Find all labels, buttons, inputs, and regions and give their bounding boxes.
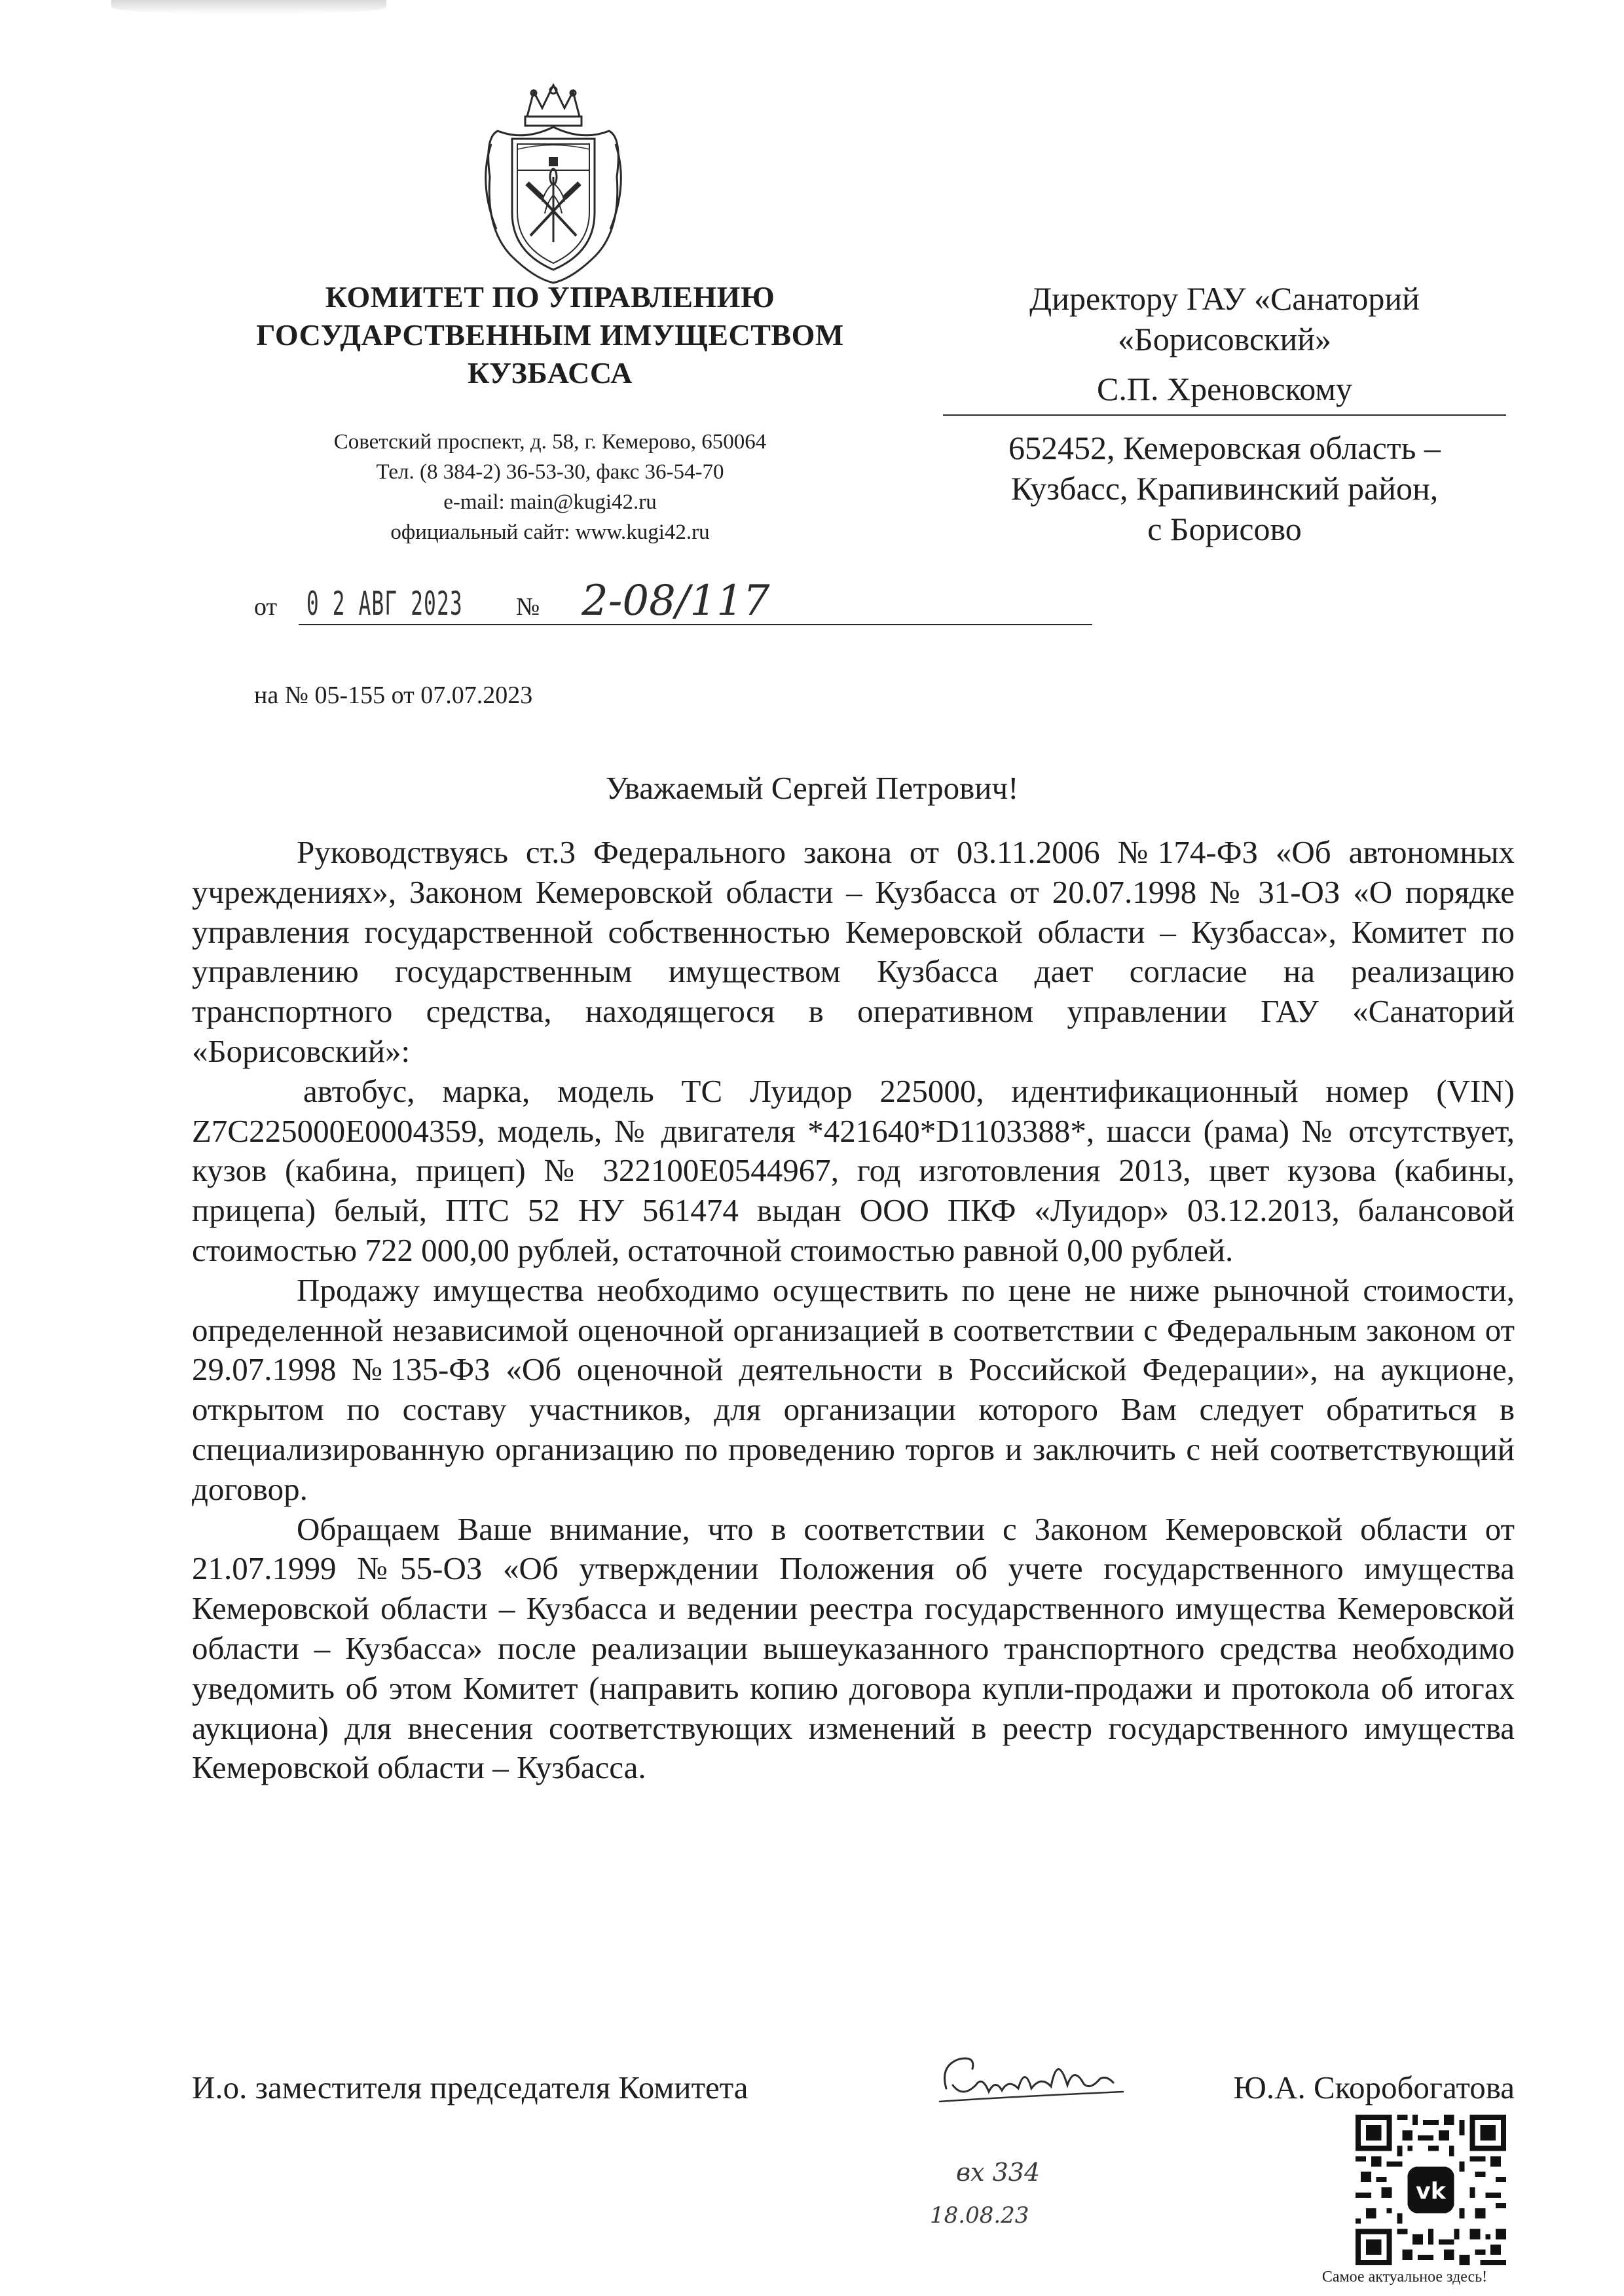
signatory-position: И.о. заместителя председателя Комитета <box>192 2069 748 2105</box>
incoming-date: 18.08.23 <box>930 2202 1029 2229</box>
addressee-divider <box>943 414 1506 416</box>
addressee-line: Директору ГАУ «Санаторий <box>1029 280 1420 317</box>
addressee-address-line: 652452, Кемеровская область – <box>1008 429 1441 466</box>
organization-contacts <box>210 427 891 547</box>
handwritten-signature <box>927 2039 1143 2118</box>
body-paragraph: Руководствуясь ст.3 Федерального закона от 03.11.2006 №174-ФЗ «Об автономных учреждениях», Законом Кемеровской области – Кузбасса от 20.07.1998 № 31-ОЗ «О порядке управления государственной собственностью Кемеровской области – Кузбасса», Комитет по управлению государственным имуществом Кузбасса дает согласие на реализацию транспортного средства, находящегося в оперативном управлении ГАУ «Санаторий «Борисовский»: <box>192 834 1515 1069</box>
organization-name <box>196 278 904 392</box>
signatory-name: Ю.А. Скоробогатова <box>1233 2069 1515 2105</box>
number-underline <box>554 624 1092 625</box>
svg-text:vk: vk <box>1416 2178 1446 2205</box>
org-phone: Тел. (8 384-2) 36-53-30, факс 36-54-70 <box>376 460 724 484</box>
org-name-line: ГОСУДАРСТВЕННЫМ ИМУЩЕСТВОМ <box>256 318 844 352</box>
addressee-block <box>936 278 1513 549</box>
reply-reference: на № 05-155 от 07.07.2023 <box>254 682 533 709</box>
addressee-line: «Борисовский» <box>1118 321 1331 357</box>
date-label: от <box>254 593 278 621</box>
org-name-line: КУЗБАССА <box>468 356 633 390</box>
number-label: № <box>516 593 540 621</box>
addressee-address-line: Кузбасс, Крапивинский район, <box>1010 470 1439 507</box>
vk-qr-code-icon <box>1356 2115 1506 2265</box>
incoming-registration-note <box>930 2151 1041 2237</box>
qr-caption: Самое актуальное здесь! <box>1321 2269 1488 2286</box>
addressee-name: С.П. Хреновскому <box>1097 371 1352 407</box>
body-paragraph: Обращаем Ваше внимание, что в соответствии с Законом Кемеровской области от 21.07.1999 №55-ОЗ «Об утверждении Положения об учете государственного имущества Кемеровской области – Кузбасса и ведении реестра государственного имущества Кемеровской области – Кузбасса» после реализации вышеуказанного транспортного средства необходимо уведомить об этом Комитет (направить копию договора купли-продажи и протокола об итогах аукциона) для внесения соответствующих изменений в реестр государственного имущества Кемеровской области – Кузбасса. <box>192 1510 1515 1786</box>
body-paragraph: Продажу имущества необходимо осуществить по цене не ниже рыночной стоимости, определенной независимой оценочной организацией в соответствии с Федеральным законом от 29.07.1998 №135-ФЗ «Об оценочной деятельности в Российской Федерации», на аукционе, открытом по составу участников, для организации которого Вам следует обратиться в специализированную организацию по проведению торгов и заключить с ней соответствующий договор. <box>192 1271 1515 1507</box>
addressee-address-line: с Борисово <box>1147 511 1302 547</box>
kuzbass-coat-of-arms-icon <box>471 79 635 288</box>
outgoing-number: 2-08/117 <box>581 577 770 625</box>
date-stamp: 0 2 АВГ 2023 <box>306 585 463 623</box>
incoming-number: вх 334 <box>956 2158 1041 2187</box>
org-name-line: КОМИТЕТ ПО УПРАВЛЕНИЮ <box>325 280 775 314</box>
org-email: e-mail: main@kugi42.ru <box>443 490 657 514</box>
outgoing-registration <box>254 577 909 630</box>
vehicle-description: автобус, марка, модель ТС Луидор 225000, идентификационный номер (VIN) Z7C225000E0004359, модель, № двигателя *421640*D1103388*, шасси (рама) № отсутствует, кузов (кабина, прицеп) № 322100E0544967, год изготовления 2013, цвет кузова (кабины, прицепа) белый, ПТС 52 НУ 561474 выдан ООО ПКФ «Луидор» 03.12.2013, балансовой стоимостью 722 000,00 рублей, остаточной стоимостью равной 0,00 рублей. <box>192 1072 1515 1268</box>
org-address: Советский проспект, д. 58, г. Кемерово, 650064 <box>333 430 767 454</box>
letter-body <box>192 833 1515 1788</box>
org-website: официальный сайт: www.kugi42.ru <box>390 520 710 544</box>
salutation: Уважаемый Сергей Петрович! <box>605 770 1019 806</box>
scan-edge-shadow <box>111 0 386 14</box>
signature-row <box>192 2069 1515 2121</box>
